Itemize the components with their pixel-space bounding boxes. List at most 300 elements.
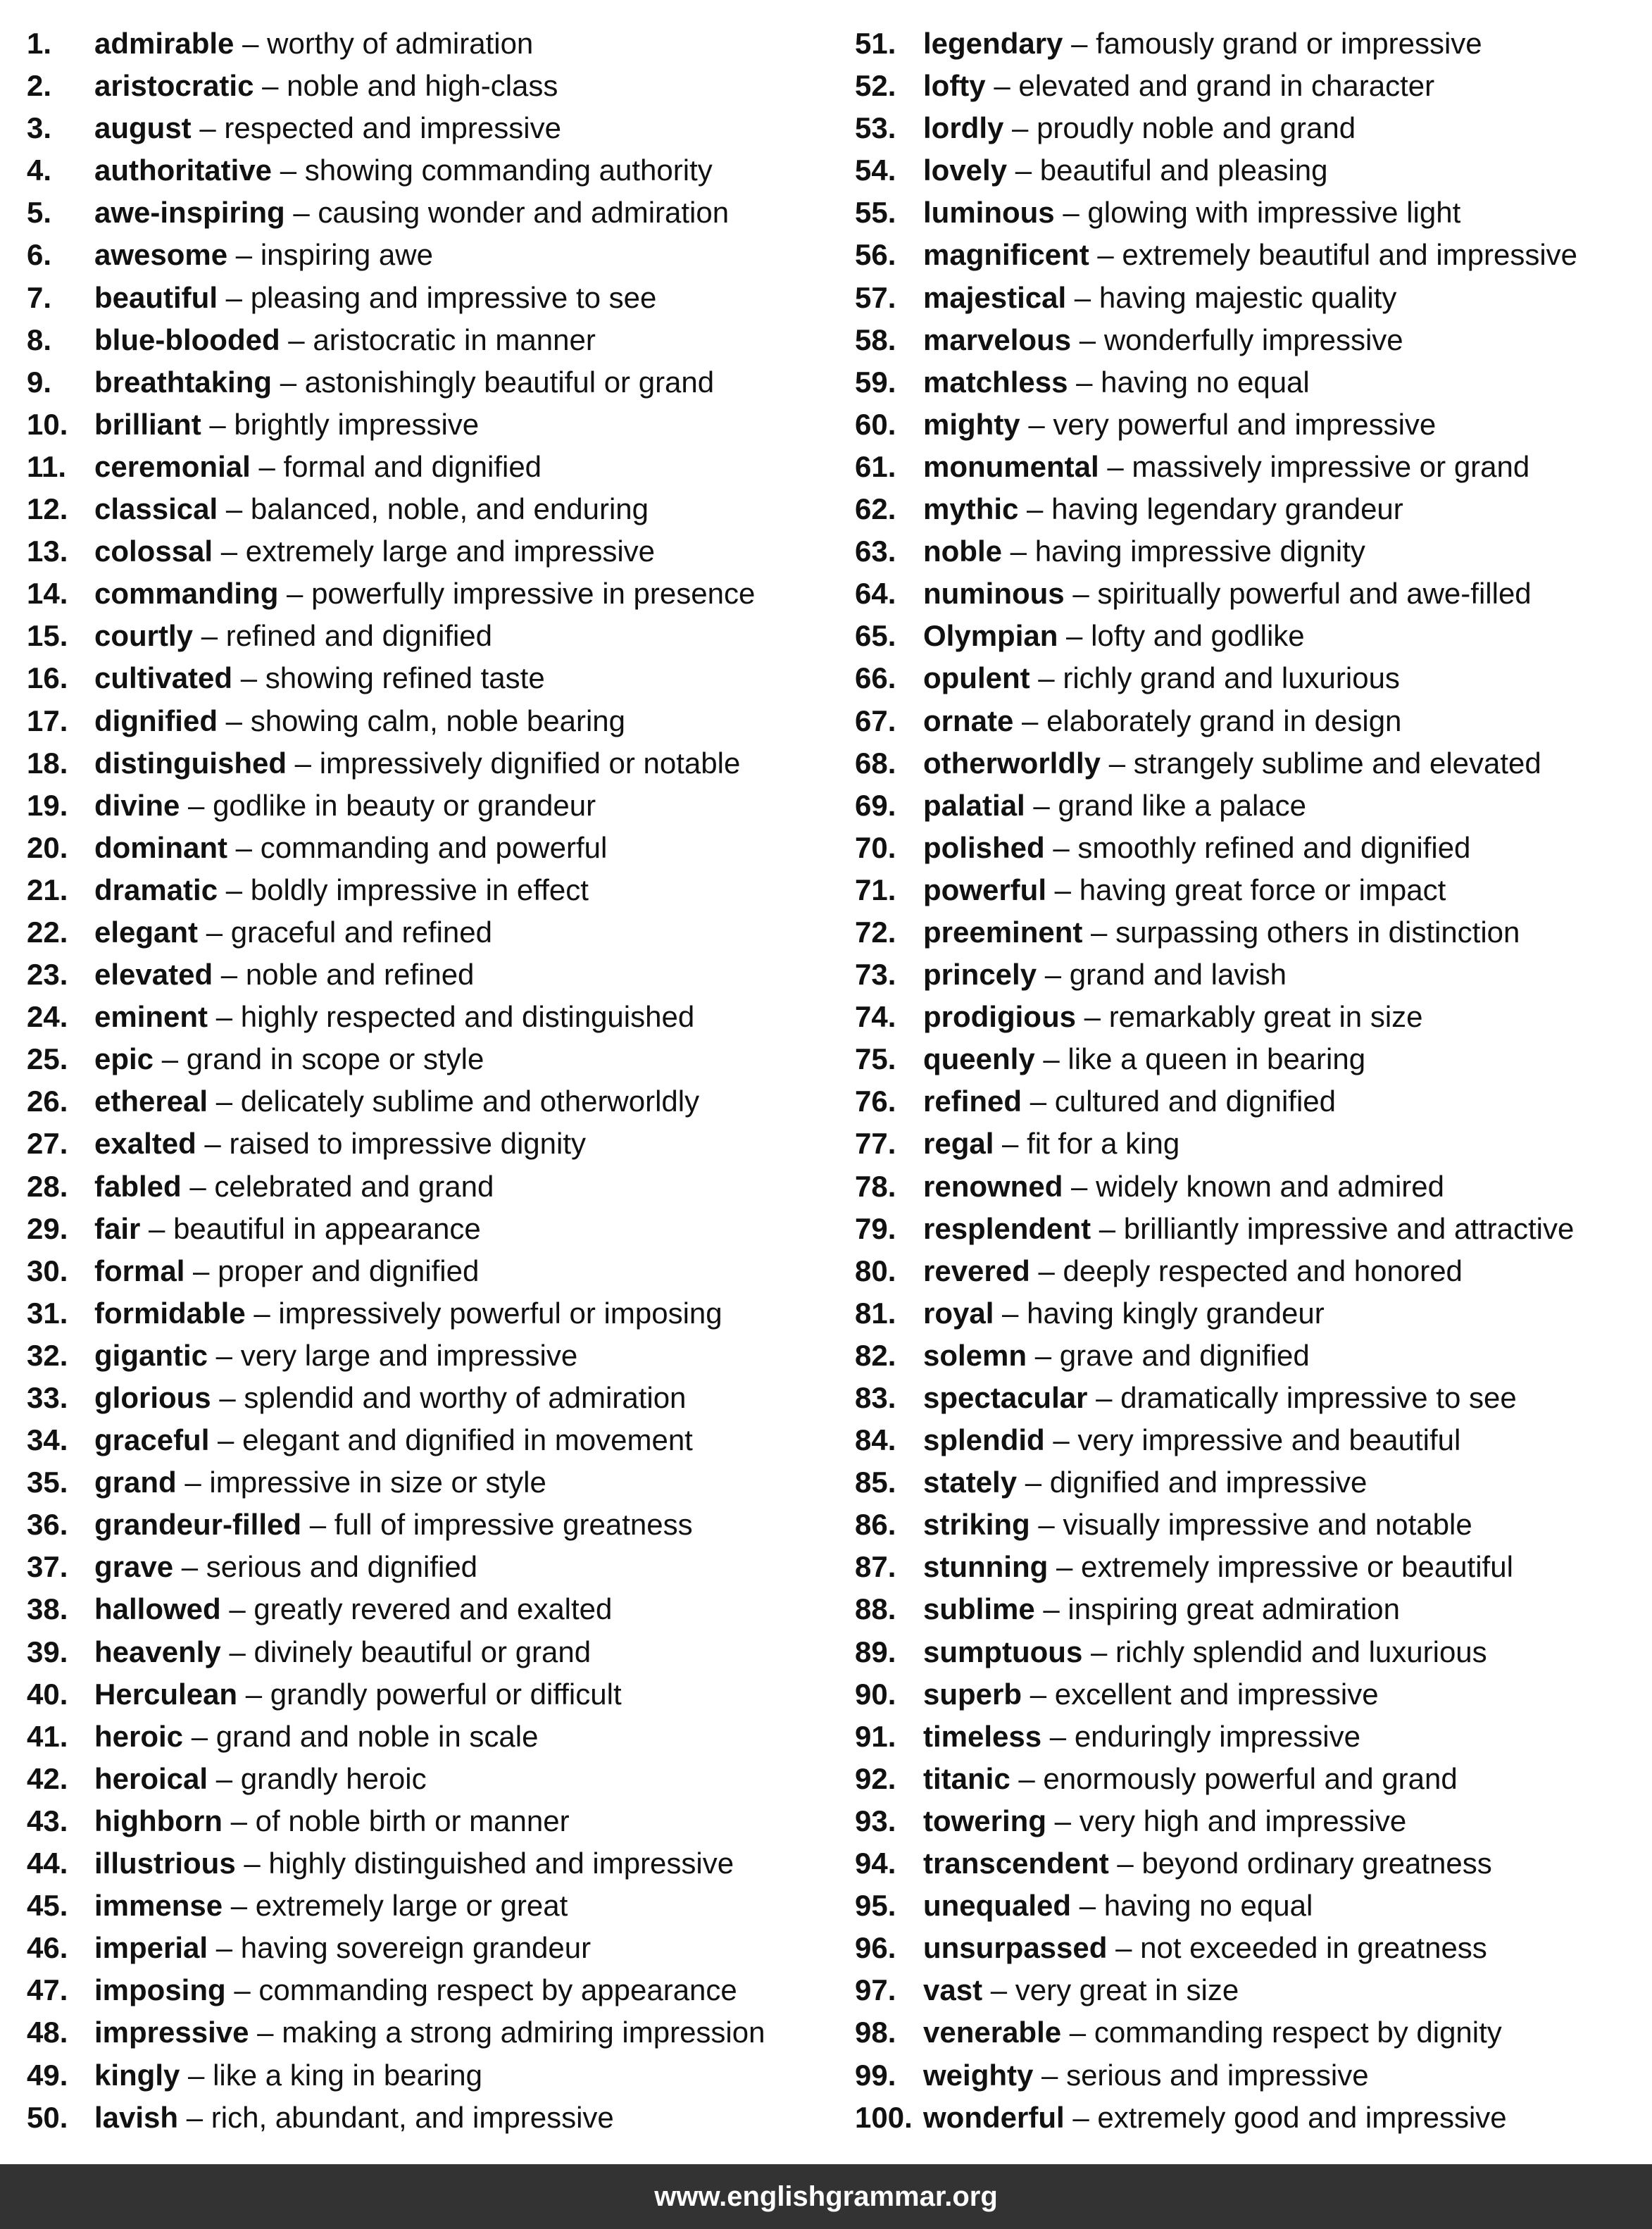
item-definition: proudly noble and grand bbox=[1037, 111, 1356, 145]
item-definition: massively impressive or grand bbox=[1132, 449, 1530, 483]
item-definition: having great force or impact bbox=[1079, 873, 1446, 906]
item-definition: having majestic quality bbox=[1099, 280, 1397, 314]
item-number: 43. bbox=[27, 1804, 68, 1837]
list-item bbox=[855, 1886, 1647, 1928]
list-item bbox=[855, 1167, 1647, 1209]
item-definition: noble and refined bbox=[245, 958, 475, 992]
item-word: resplendent bbox=[923, 1211, 1091, 1245]
item-definition: remarkably great in size bbox=[1108, 1000, 1423, 1034]
item-separator: – bbox=[1054, 196, 1088, 230]
item-definition: serious and impressive bbox=[1066, 2058, 1369, 2092]
list-item bbox=[855, 1717, 1647, 1759]
item-word: formidable bbox=[94, 1296, 246, 1330]
item-number: 60. bbox=[855, 407, 896, 441]
item-word: superb bbox=[923, 1677, 1022, 1711]
item-definition: beyond ordinary greatness bbox=[1141, 1847, 1492, 1880]
item-separator: – bbox=[176, 1466, 210, 1499]
item-word: powerful bbox=[923, 873, 1046, 906]
item-number: 4. bbox=[27, 154, 52, 187]
list-item bbox=[27, 447, 837, 489]
item-separator: – bbox=[301, 1508, 334, 1542]
item-word: gigantic bbox=[94, 1338, 208, 1372]
item-number: 66. bbox=[855, 661, 896, 695]
item-number: 63. bbox=[855, 535, 896, 568]
list-item bbox=[27, 1463, 837, 1505]
item-word: spectacular bbox=[923, 1381, 1088, 1414]
item-separator: – bbox=[213, 958, 246, 992]
item-definition: astonishingly beautiful or grand bbox=[304, 365, 715, 399]
item-word: ceremonial bbox=[94, 449, 251, 483]
item-number: 58. bbox=[855, 323, 896, 356]
item-definition: having no equal bbox=[1101, 365, 1310, 399]
item-number: 5. bbox=[27, 196, 52, 230]
item-word: Olympian bbox=[923, 619, 1058, 653]
item-separator: – bbox=[1108, 1847, 1142, 1880]
item-word: unsurpassed bbox=[923, 1931, 1108, 1965]
item-number: 13. bbox=[27, 535, 68, 568]
item-word: august bbox=[94, 111, 192, 145]
list-item bbox=[855, 320, 1647, 363]
list-item bbox=[855, 1294, 1647, 1336]
list-item bbox=[855, 1082, 1647, 1124]
item-definition: commanding respect by appearance bbox=[258, 1973, 737, 2007]
item-number: 30. bbox=[27, 1254, 68, 1287]
list-item bbox=[27, 1632, 837, 1675]
item-separator: – bbox=[1082, 1635, 1116, 1668]
item-word: grand bbox=[94, 1466, 177, 1499]
item-word: kingly bbox=[94, 2058, 180, 2092]
item-definition: rich, abundant, and impressive bbox=[211, 2100, 614, 2134]
list-item bbox=[27, 658, 837, 701]
list-item bbox=[855, 1547, 1647, 1590]
item-word: imperial bbox=[94, 1931, 208, 1965]
list-item bbox=[855, 1421, 1647, 1463]
item-word: revered bbox=[923, 1254, 1030, 1287]
item-definition: having sovereign grandeur bbox=[240, 1931, 592, 1965]
item-definition: beautiful and pleasing bbox=[1039, 154, 1328, 187]
item-number: 11. bbox=[27, 449, 67, 483]
item-number: 67. bbox=[855, 704, 896, 737]
item-definition: having no equal bbox=[1103, 1889, 1313, 1923]
item-definition: glowing with impressive light bbox=[1087, 196, 1461, 230]
item-number: 59. bbox=[855, 365, 896, 399]
item-definition: showing refined taste bbox=[265, 661, 545, 695]
item-word: monumental bbox=[923, 449, 1099, 483]
item-word: cultivated bbox=[94, 661, 233, 695]
item-definition: respected and impressive bbox=[224, 111, 561, 145]
item-definition: grandly powerful or difficult bbox=[270, 1677, 622, 1711]
item-separator: – bbox=[235, 1847, 269, 1880]
list-item bbox=[27, 1675, 837, 1717]
list-item bbox=[855, 955, 1647, 997]
item-separator: – bbox=[982, 1973, 1015, 2007]
item-separator: – bbox=[1022, 1085, 1055, 1118]
item-separator: – bbox=[1048, 1550, 1081, 1584]
item-separator: – bbox=[208, 1000, 241, 1034]
item-number: 75. bbox=[855, 1042, 896, 1076]
list-item bbox=[27, 1547, 837, 1590]
item-number: 9. bbox=[27, 365, 52, 399]
item-word: renowned bbox=[923, 1169, 1063, 1203]
item-separator: – bbox=[208, 1085, 241, 1118]
item-word: venerable bbox=[923, 2016, 1062, 2049]
item-definition: excellent and impressive bbox=[1054, 1677, 1379, 1711]
item-word: imposing bbox=[94, 1973, 226, 2007]
item-number: 25. bbox=[27, 1042, 68, 1076]
item-definition: elaborately grand in design bbox=[1046, 704, 1402, 737]
item-number: 84. bbox=[855, 1423, 896, 1457]
item-definition: causing wonder and admiration bbox=[318, 196, 730, 230]
item-number: 1. bbox=[27, 27, 52, 60]
list-item bbox=[27, 2098, 837, 2140]
list-item bbox=[27, 1505, 837, 1547]
item-definition: divinely beautiful or grand bbox=[254, 1635, 592, 1668]
list-item bbox=[855, 1124, 1647, 1166]
list-item bbox=[855, 1378, 1647, 1421]
item-separator: – bbox=[140, 1211, 174, 1245]
item-separator: – bbox=[1064, 2100, 1098, 2134]
item-separator: – bbox=[1002, 535, 1035, 568]
item-number: 38. bbox=[27, 1592, 68, 1626]
item-definition: smoothly refined and dignified bbox=[1077, 830, 1471, 864]
item-separator: – bbox=[1025, 788, 1058, 822]
item-number: 77. bbox=[855, 1127, 896, 1161]
list-item bbox=[27, 616, 837, 658]
item-definition: brilliantly impressive and attractive bbox=[1123, 1211, 1575, 1245]
list-item bbox=[27, 1844, 837, 1886]
item-word: divine bbox=[94, 788, 180, 822]
list-item bbox=[855, 616, 1647, 658]
item-number: 6. bbox=[27, 238, 52, 272]
item-word: lavish bbox=[94, 2100, 179, 2134]
item-number: 36. bbox=[27, 1508, 68, 1542]
item-number: 21. bbox=[27, 873, 68, 906]
item-word: opulent bbox=[923, 661, 1030, 695]
list-item bbox=[27, 1336, 837, 1378]
item-definition: enduringly impressive bbox=[1074, 1719, 1360, 1753]
item-definition: wonderfully impressive bbox=[1103, 323, 1403, 356]
list-item bbox=[27, 193, 837, 235]
list-item bbox=[27, 870, 837, 913]
item-word: refined bbox=[923, 1085, 1022, 1118]
footer-bar bbox=[0, 2164, 1652, 2229]
item-separator: – bbox=[218, 492, 251, 526]
item-separator: – bbox=[227, 830, 261, 864]
item-separator: – bbox=[1046, 873, 1080, 906]
item-separator: – bbox=[1027, 1338, 1060, 1372]
item-definition: very high and impressive bbox=[1079, 1804, 1407, 1837]
list-item bbox=[855, 66, 1647, 108]
item-number: 52. bbox=[855, 69, 896, 103]
item-number: 16. bbox=[27, 661, 68, 695]
list-item bbox=[27, 1251, 837, 1294]
item-definition: like a king in bearing bbox=[213, 2058, 482, 2092]
list-item bbox=[27, 1717, 837, 1759]
list-item bbox=[855, 913, 1647, 955]
item-definition: splendid and worthy of admiration bbox=[244, 1381, 687, 1414]
list-item bbox=[27, 489, 837, 532]
item-number: 27. bbox=[27, 1127, 68, 1161]
item-number: 26. bbox=[27, 1085, 68, 1118]
item-definition: elevated and grand in character bbox=[1018, 69, 1435, 103]
item-separator: – bbox=[211, 1381, 244, 1414]
item-separator: – bbox=[1044, 830, 1078, 864]
item-word: fair bbox=[94, 1211, 141, 1245]
item-word: dominant bbox=[94, 830, 227, 864]
item-word: heavenly bbox=[94, 1635, 221, 1668]
item-separator: – bbox=[287, 746, 320, 780]
item-definition: noble and high-class bbox=[287, 69, 558, 103]
item-separator: – bbox=[1063, 1169, 1096, 1203]
item-word: commanding bbox=[94, 577, 279, 611]
item-word: unequaled bbox=[923, 1889, 1072, 1923]
item-word: numinous bbox=[923, 577, 1065, 611]
item-word: stunning bbox=[923, 1550, 1049, 1584]
item-number: 20. bbox=[27, 830, 68, 864]
item-separator: – bbox=[227, 238, 261, 272]
item-definition: showing calm, noble bearing bbox=[250, 704, 626, 737]
item-number: 10. bbox=[27, 407, 68, 441]
item-separator: – bbox=[209, 1423, 243, 1457]
item-word: courtly bbox=[94, 619, 194, 653]
item-definition: grand in scope or style bbox=[186, 1042, 484, 1076]
item-number: 73. bbox=[855, 958, 896, 992]
item-separator: – bbox=[1018, 492, 1052, 526]
item-definition: celebrated and grand bbox=[214, 1169, 494, 1203]
list-item bbox=[27, 1802, 837, 1844]
list-item bbox=[855, 151, 1647, 193]
list-item bbox=[855, 1675, 1647, 1717]
item-number: 79. bbox=[855, 1211, 896, 1245]
item-word: stately bbox=[923, 1466, 1018, 1499]
list-item bbox=[27, 574, 837, 616]
item-definition: famously grand or impressive bbox=[1096, 27, 1482, 60]
item-number: 47. bbox=[27, 1973, 68, 2007]
item-definition: powerfully impressive in presence bbox=[311, 577, 756, 611]
item-separator: – bbox=[218, 280, 251, 314]
list-item bbox=[855, 1971, 1647, 2013]
item-definition: extremely large and impressive bbox=[245, 535, 656, 568]
item-word: lordly bbox=[923, 111, 1004, 145]
item-word: elegant bbox=[94, 915, 199, 949]
item-word: impressive bbox=[94, 2016, 249, 2049]
item-word: sublime bbox=[923, 1592, 1035, 1626]
item-definition: grand like a palace bbox=[1058, 788, 1307, 822]
item-definition: pleasing and impressive to see bbox=[250, 280, 657, 314]
item-definition: beautiful in appearance bbox=[173, 1211, 481, 1245]
item-separator: – bbox=[223, 1889, 256, 1923]
item-number: 53. bbox=[855, 111, 896, 145]
item-definition: extremely beautiful and impressive bbox=[1122, 238, 1578, 272]
list-item bbox=[27, 405, 837, 447]
list-item bbox=[855, 1505, 1647, 1547]
item-number: 40. bbox=[27, 1677, 68, 1711]
item-number: 69. bbox=[855, 788, 896, 822]
list-item bbox=[27, 744, 837, 786]
item-definition: inspiring awe bbox=[260, 238, 433, 272]
item-number: 89. bbox=[855, 1635, 896, 1668]
item-separator: – bbox=[1063, 27, 1096, 60]
item-separator: – bbox=[1099, 449, 1132, 483]
item-definition: grave and dignified bbox=[1059, 1338, 1310, 1372]
item-separator: – bbox=[1044, 1423, 1078, 1457]
list-item bbox=[855, 108, 1647, 151]
item-word: luminous bbox=[923, 196, 1055, 230]
list-item bbox=[27, 2056, 837, 2098]
list-item bbox=[855, 447, 1647, 489]
item-word: fabled bbox=[94, 1169, 182, 1203]
list-item bbox=[27, 955, 837, 997]
item-number: 54. bbox=[855, 154, 896, 187]
item-number: 96. bbox=[855, 1931, 896, 1965]
item-number: 55. bbox=[855, 196, 896, 230]
list-item bbox=[27, 278, 837, 320]
item-word: wonderful bbox=[923, 2100, 1065, 2134]
list-item bbox=[27, 1124, 837, 1166]
item-word: preeminent bbox=[923, 915, 1083, 949]
item-word: illustrious bbox=[94, 1847, 236, 1880]
item-word: matchless bbox=[923, 365, 1068, 399]
item-definition: impressively dignified or notable bbox=[319, 746, 741, 780]
item-word: regal bbox=[923, 1127, 994, 1161]
item-number: 49. bbox=[27, 2058, 68, 2092]
item-word: princely bbox=[923, 958, 1037, 992]
list-item bbox=[855, 1759, 1647, 1802]
item-word: distinguished bbox=[94, 746, 287, 780]
item-separator: – bbox=[1034, 1042, 1068, 1076]
item-definition: extremely large or great bbox=[255, 1889, 568, 1923]
list-item bbox=[27, 1759, 837, 1802]
item-word: aristocratic bbox=[94, 69, 254, 103]
item-word: glorious bbox=[94, 1381, 211, 1414]
item-word: classical bbox=[94, 492, 218, 526]
item-number: 15. bbox=[27, 619, 68, 653]
list-item bbox=[855, 1336, 1647, 1378]
list-item bbox=[27, 1421, 837, 1463]
item-number: 82. bbox=[855, 1338, 896, 1372]
item-separator: – bbox=[184, 1254, 218, 1287]
item-separator: – bbox=[1046, 1804, 1080, 1837]
item-word: epic bbox=[94, 1042, 154, 1076]
list-item bbox=[855, 1463, 1647, 1505]
list-item bbox=[855, 997, 1647, 1039]
item-separator: – bbox=[1101, 746, 1134, 780]
list-item bbox=[27, 701, 837, 744]
list-item bbox=[855, 278, 1647, 320]
item-number: 51. bbox=[855, 27, 896, 60]
item-separator: – bbox=[284, 196, 318, 230]
item-number: 83. bbox=[855, 1381, 896, 1414]
item-separator: – bbox=[1003, 111, 1037, 145]
item-definition: worthy of admiration bbox=[267, 27, 534, 60]
item-number: 29. bbox=[27, 1211, 68, 1245]
item-word: majestical bbox=[923, 280, 1067, 314]
item-separator: – bbox=[1068, 365, 1101, 399]
item-definition: impressive in size or style bbox=[209, 1466, 546, 1499]
item-word: royal bbox=[923, 1296, 994, 1330]
item-number: 78. bbox=[855, 1169, 896, 1203]
list-item bbox=[27, 235, 837, 277]
item-definition: serious and dignified bbox=[206, 1550, 478, 1584]
item-word: magnificent bbox=[923, 238, 1089, 272]
item-definition: highly distinguished and impressive bbox=[268, 1847, 734, 1880]
item-word: solemn bbox=[923, 1338, 1027, 1372]
item-definition: delicately sublime and otherworldly bbox=[240, 1085, 700, 1118]
item-word: lovely bbox=[923, 154, 1008, 187]
item-definition: richly splendid and luxurious bbox=[1115, 1635, 1487, 1668]
item-number: 87. bbox=[855, 1550, 896, 1584]
item-number: 97. bbox=[855, 1973, 896, 2007]
list-item bbox=[855, 1039, 1647, 1082]
item-number: 33. bbox=[27, 1381, 68, 1414]
item-separator: – bbox=[1022, 1677, 1055, 1711]
item-separator: – bbox=[280, 323, 313, 356]
item-separator: – bbox=[1071, 323, 1104, 356]
item-number: 56. bbox=[855, 238, 896, 272]
item-word: dramatic bbox=[94, 873, 218, 906]
item-definition: strangely sublime and elevated bbox=[1133, 746, 1541, 780]
item-word: queenly bbox=[923, 1042, 1035, 1076]
item-separator: – bbox=[985, 69, 1019, 103]
item-word: mighty bbox=[923, 407, 1020, 441]
list-item bbox=[27, 66, 837, 108]
list-item bbox=[855, 2056, 1647, 2098]
item-word: palatial bbox=[923, 788, 1025, 822]
list-item bbox=[855, 532, 1647, 574]
item-separator: – bbox=[225, 1973, 259, 2007]
item-definition: extremely good and impressive bbox=[1097, 2100, 1507, 2134]
list-item bbox=[27, 320, 837, 363]
list-item bbox=[855, 1844, 1647, 1886]
item-number: 50. bbox=[27, 2100, 68, 2134]
item-definition: fit for a king bbox=[1027, 1127, 1180, 1161]
item-separator: – bbox=[180, 788, 213, 822]
item-definition: proper and dignified bbox=[218, 1254, 480, 1287]
item-word: towering bbox=[923, 1804, 1046, 1837]
item-definition: formal and dignified bbox=[283, 449, 542, 483]
item-number: 45. bbox=[27, 1889, 68, 1923]
item-separator: – bbox=[272, 365, 305, 399]
item-number: 72. bbox=[855, 915, 896, 949]
item-number: 61. bbox=[855, 449, 896, 483]
item-number: 18. bbox=[27, 746, 68, 780]
item-definition: very large and impressive bbox=[240, 1338, 578, 1372]
item-separator: – bbox=[178, 2100, 211, 2134]
item-separator: – bbox=[1066, 280, 1099, 314]
item-separator: – bbox=[250, 449, 284, 483]
item-separator: – bbox=[237, 1677, 270, 1711]
item-number: 24. bbox=[27, 1000, 68, 1034]
item-definition: commanding respect by dignity bbox=[1094, 2016, 1502, 2049]
item-separator: – bbox=[1030, 1508, 1063, 1542]
item-word: formal bbox=[94, 1254, 185, 1287]
item-separator: – bbox=[1017, 1466, 1050, 1499]
item-word: highborn bbox=[94, 1804, 223, 1837]
item-separator: – bbox=[217, 704, 251, 737]
item-separator: – bbox=[1071, 1889, 1104, 1923]
item-number: 12. bbox=[27, 492, 68, 526]
list-item bbox=[27, 997, 837, 1039]
item-number: 46. bbox=[27, 1931, 68, 1965]
item-definition: making a strong admiring impression bbox=[282, 2016, 765, 2049]
item-definition: richly grand and luxurious bbox=[1063, 661, 1400, 695]
item-separator: – bbox=[232, 661, 265, 695]
item-definition: deeply respected and honored bbox=[1063, 1254, 1463, 1287]
list-item bbox=[27, 1294, 837, 1336]
list-item bbox=[855, 2098, 1647, 2140]
item-word: noble bbox=[923, 535, 1002, 568]
item-definition: spiritually powerful and awe-filled bbox=[1097, 577, 1532, 611]
